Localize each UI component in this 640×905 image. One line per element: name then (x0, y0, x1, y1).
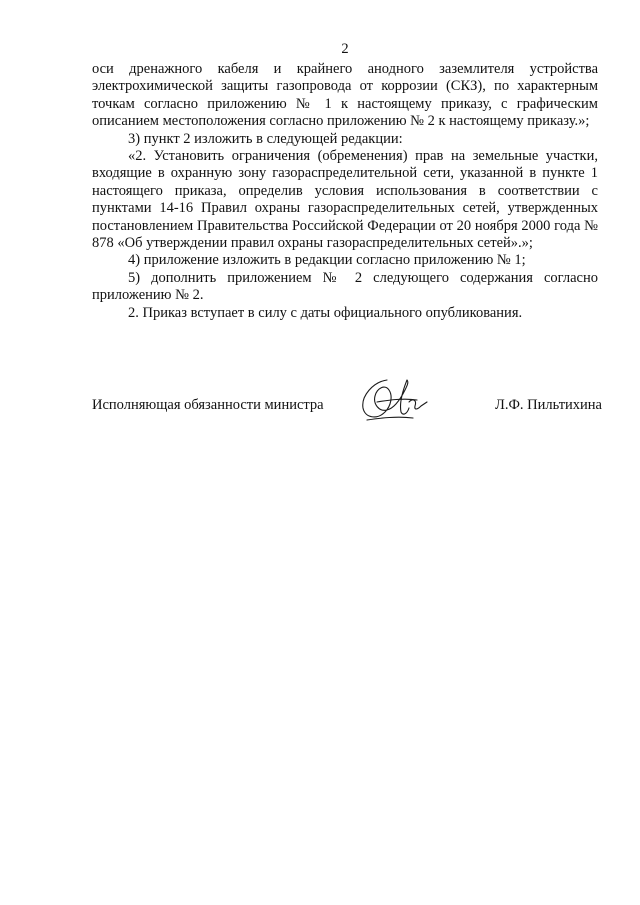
handwritten-signature (357, 372, 437, 424)
paragraph-3: «2. Установить ограничения (обременения) прав на земельные участки, входящие в охранную зону газораспределительной сети, указанной в пункте 1 настоящего приказа, определив условия использования в соответствии с пунктами 14-16 Правил охраны газораспределительных сетей, утвержденных постановлением Правительства Российской Федерации от 20 ноября 2000 года № 878 «Об утверждении правил охраны газораспределительных сетей».»; (92, 148, 598, 252)
signatory-name: Л.Ф. Пильтихина (495, 397, 602, 413)
paragraph-4: 4) приложение изложить в редакции согласно приложению № 1; (128, 252, 526, 269)
paragraph-5: 5) дополнить приложением № 2 следующего содержания согласно приложению № 2. (92, 269, 598, 304)
paragraph-2: 3) пункт 2 изложить в следующей редакции: (128, 130, 403, 147)
paragraph-1: оси дренажного кабеля и крайнего анодного заземлителя устройства электрохимической защиты газопровода от коррозии (СКЗ), по характерным точкам согласно приложению № 1 к настоящему приказу, с графическим описанием местоположения согласно приложению № 2 к настоящему приказу.»; (92, 61, 598, 130)
document-body (92, 61, 598, 322)
paragraph-6: 2. Приказ вступает в силу с даты официального опубликования. (128, 304, 523, 321)
signatory-position: Исполняющая обязанности министра (92, 397, 324, 413)
page-number: 2 (341, 41, 349, 57)
signature-block (92, 372, 602, 432)
